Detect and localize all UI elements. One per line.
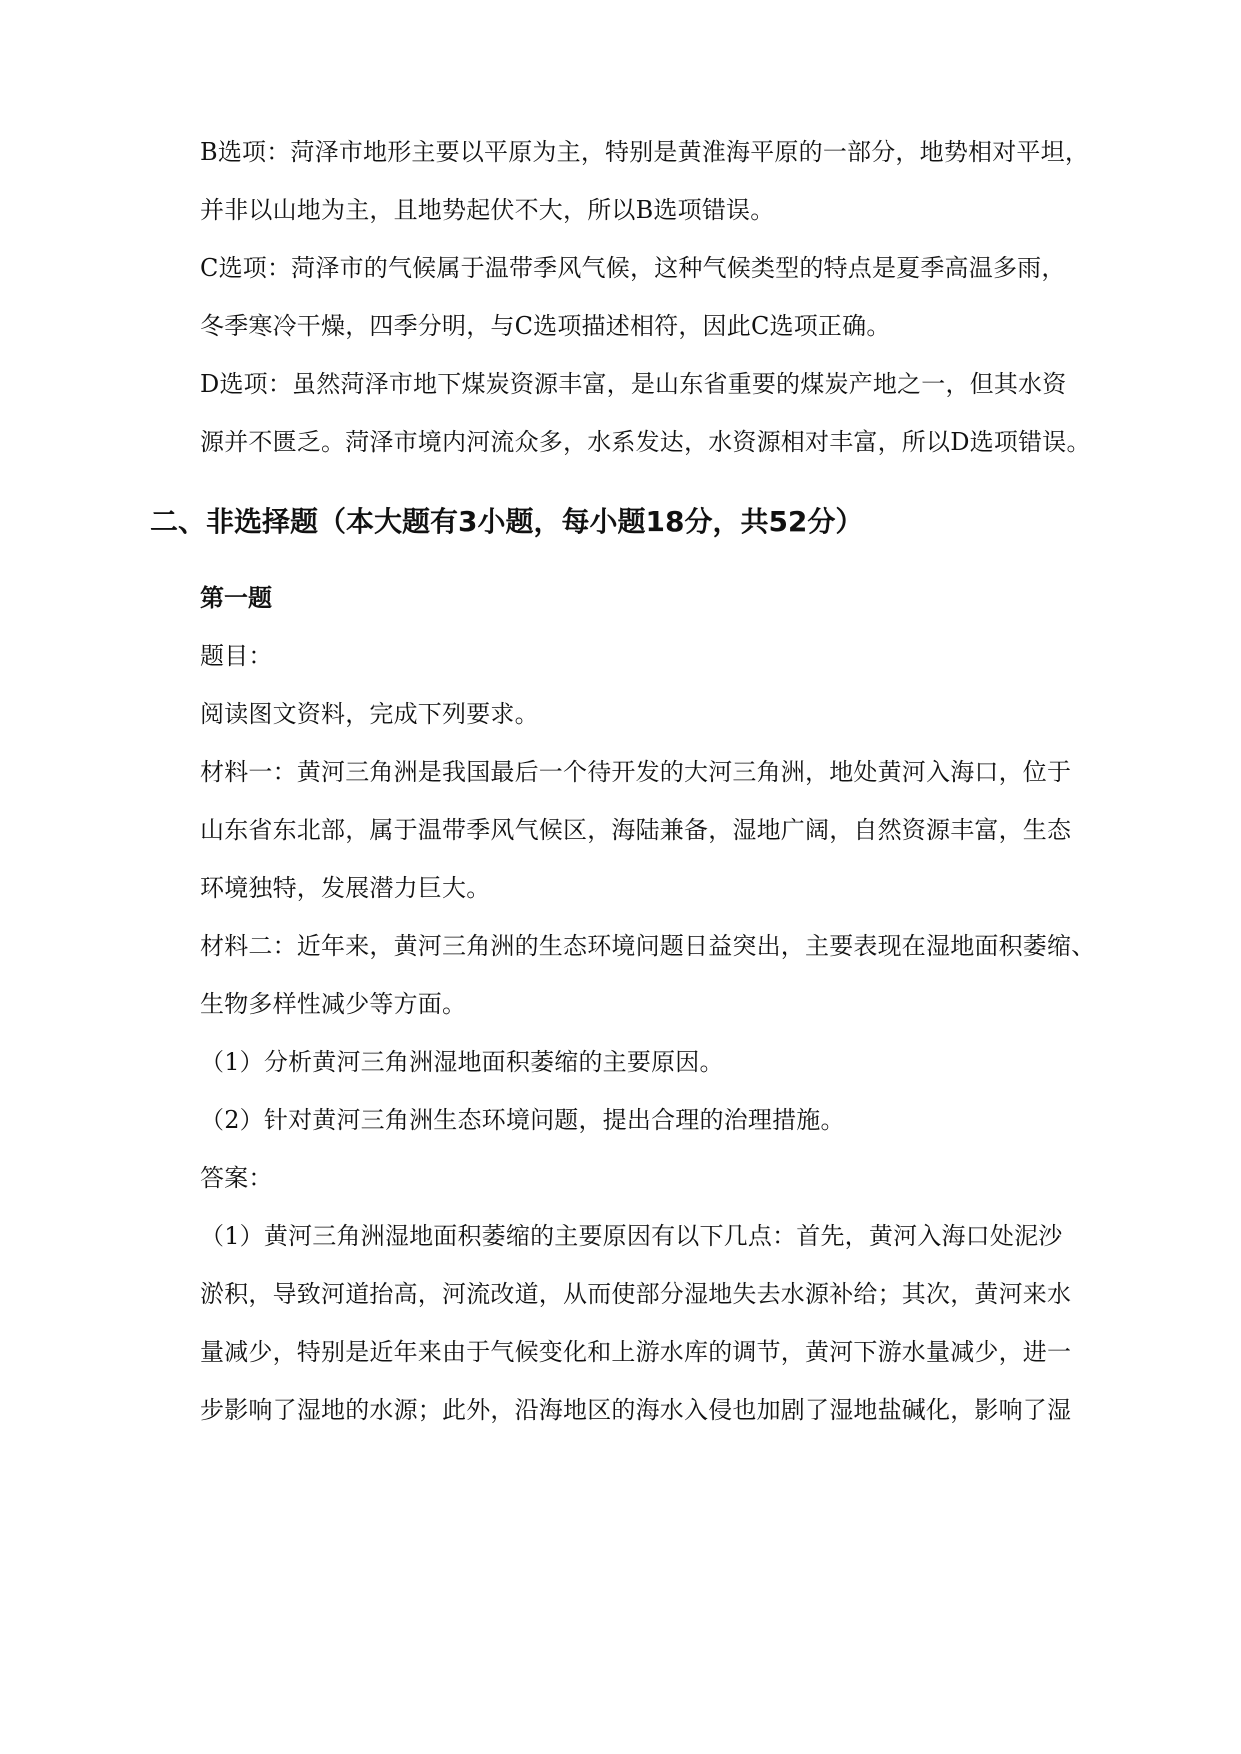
answer-1-line-2: 淤积，导致河道抬高，河流改道，从而使部分湿地失去水源补给；其次，黄河来水 <box>200 1280 1072 1308</box>
instruction: 阅读图文资料，完成下列要求。 <box>200 700 539 728</box>
answer-1-line-1: （1）黄河三角洲湿地面积萎缩的主要原因有以下几点：首先，黄河入海口处泥沙 <box>200 1222 1063 1250</box>
prev-answer-c-line-1: C选项：菏泽市的气候属于温带季风气候，这种气候类型的特点是夏季高温多雨， <box>200 254 1066 282</box>
prev-answer-d-line-2: 源并不匮乏。菏泽市境内河流众多，水系发达，水资源相对丰富，所以D选项错误。 <box>200 428 1091 456</box>
prev-answer-b-line-1: B选项：菏泽市地形主要以平原为主，特别是黄淮海平原的一部分，地势相对平坦， <box>200 138 1090 166</box>
material-1-line-2: 山东省东北部，属于温带季风气候区，海陆兼备，湿地广阔，自然资源丰富，生态 <box>200 816 1072 844</box>
answer-1-line-3: 量减少，特别是近年来由于气候变化和上游水库的调节，黄河下游水量减少，进一 <box>200 1338 1072 1366</box>
prev-answer-b-line-2: 并非以山地为主，且地势起伏不大，所以B选项错误。 <box>200 196 775 224</box>
answer-label: 答案： <box>200 1164 273 1192</box>
prev-answer-c-line-2: 冬季寒冷干燥，四季分明，与C选项描述相符，因此C选项正确。 <box>200 312 891 340</box>
material-2-line-2: 生物多样性减少等方面。 <box>200 990 467 1018</box>
prev-answer-d-line-1: D选项：虽然菏泽市地下煤炭资源丰富，是山东省重要的煤炭产地之一，但其水资 <box>200 370 1067 398</box>
question-title: 第一题 <box>200 584 272 612</box>
material-1-line-3: 环境独特，发展潜力巨大。 <box>200 874 491 902</box>
section-heading: 二、非选择题（本大题有3小题，每小题18分，共52分） <box>150 505 864 538</box>
sub-question-2: （2）针对黄河三角洲生态环境问题，提出合理的治理措施。 <box>200 1106 845 1134</box>
material-2-line-1: 材料二：近年来，黄河三角洲的生态环境问题日益突出，主要表现在湿地面积萎缩、 <box>200 932 1096 960</box>
material-1-line-1: 材料一：黄河三角洲是我国最后一个待开发的大河三角洲，地处黄河入海口，位于 <box>200 758 1072 786</box>
sub-question-1: （1）分析黄河三角洲湿地面积萎缩的主要原因。 <box>200 1048 724 1076</box>
answer-1-line-4: 步影响了湿地的水源；此外，沿海地区的海水入侵也加剧了湿地盐碱化，影响了湿 <box>200 1396 1072 1424</box>
prompt-label: 题目： <box>200 642 273 670</box>
